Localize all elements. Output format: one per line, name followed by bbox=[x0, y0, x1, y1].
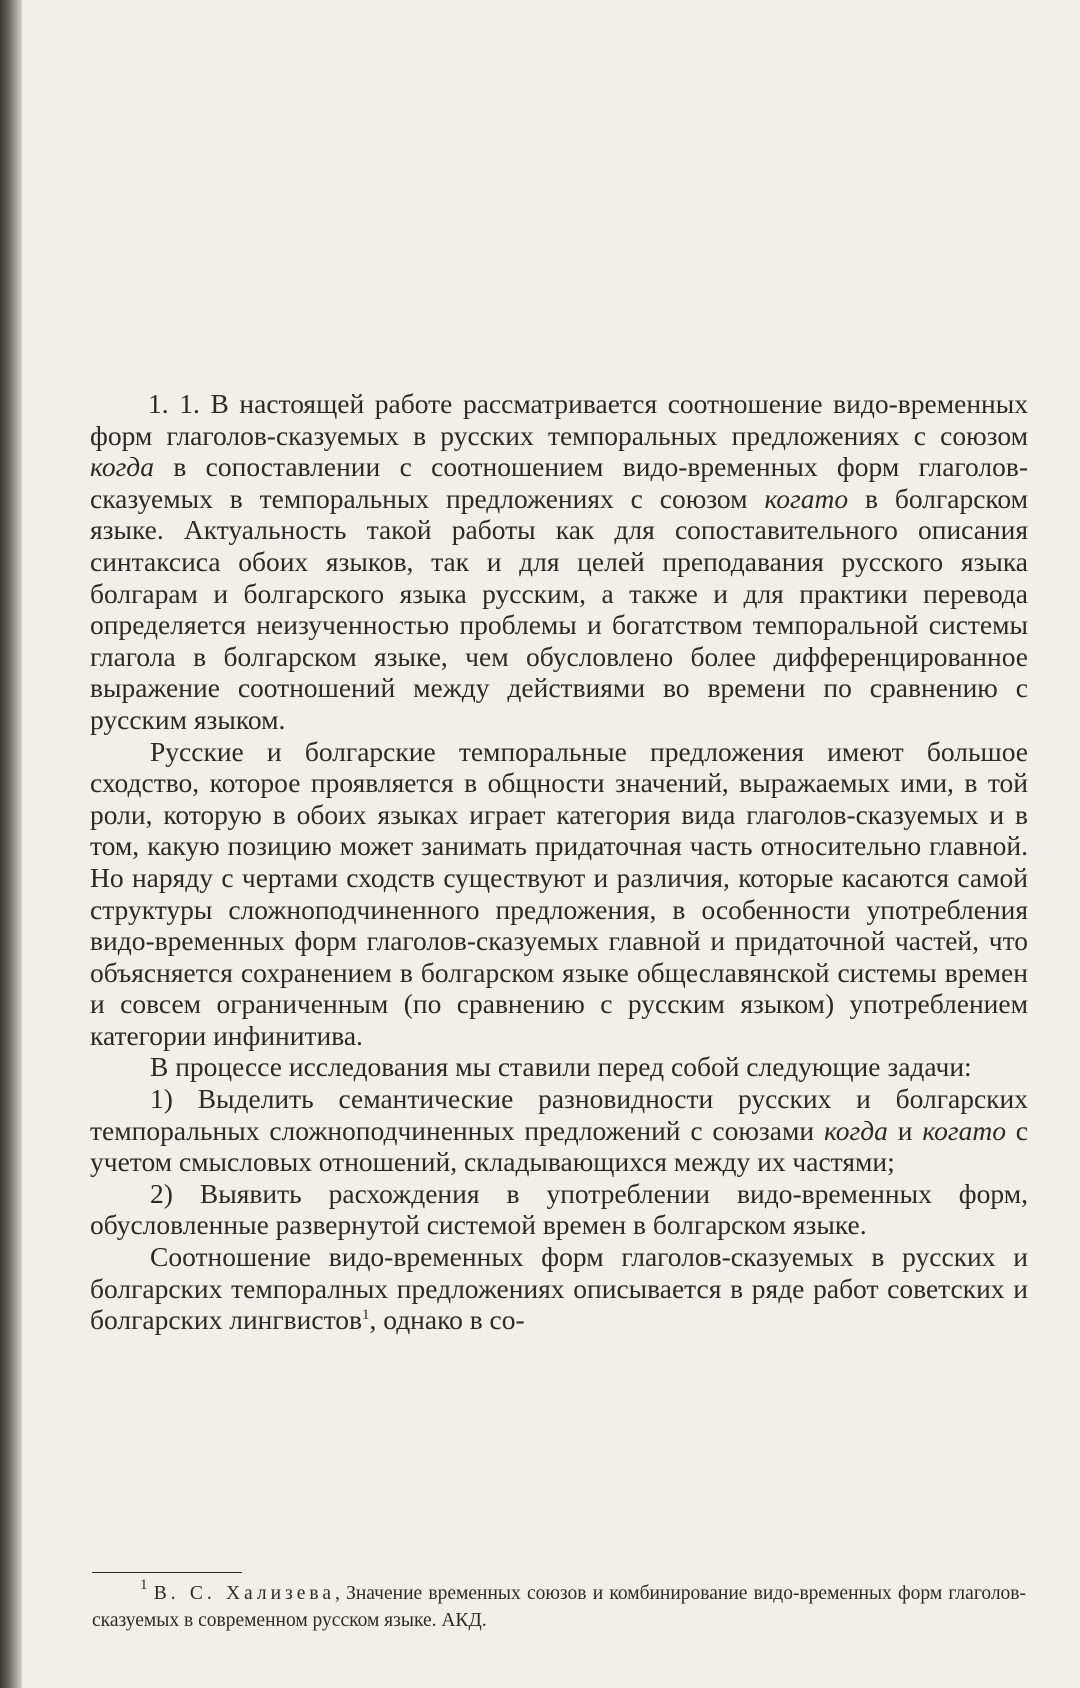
paragraph-1: 1. 1. В настоящей работе рассматривается соотношение видо-временных форм глаголов-сказуемых в русских темпоральных предложениях с союзом когда в сопоставлении с соотношением видо-временных форм глаголов-сказуемых в темпоральных предложениях с союзом когато в болгарском языке. Актуальность такой работы как для сопоставительного описания синтаксиса обоих языков, так и для целей преподавания русского языка болгарам и болгарского языка русским, а также и для практики перевода определяется неизученностью проблемы и богатством темпоральной системы глагола в болгарском языке, чем обусловлено более дифференцированное выражение соотношений между действиями во времени по сравнению с русским языком. bbox=[90, 388, 1028, 735]
paragraph-3: В процессе исследования мы ставили перед собой следующие задачи: bbox=[150, 1051, 972, 1083]
footnote bbox=[92, 1577, 1027, 1634]
footnote-divider bbox=[92, 1572, 242, 1573]
list-item-1: 1) Выделить семантические разновидности русских и болгарских темпоральных сложноподчиненных предложений с союзами когда и когато с учетом смысловых отношений, складывающихся между их частями; bbox=[90, 1083, 1029, 1178]
paragraph-2: Русские и болгарские темпоральные предложения имеют большое сходство, которое проявляется в общности значений, выражаемых ими, в той роли, которую в обоих языках играет категория вида глаголов-сказуемых и в том, какую позицию может занимать придаточная часть относительно главной. Но наряду с чертами сходств существуют и различия, которые касаются самой структуры сложноподчиненного предложения, в особенности употребления видо-временных форм глаголов-сказуемых главной и придаточной частей, что объясняется сохранением в болгарском языке общеславянской системы времен и совсем ограниченным (по сравнению с русским языком) употреблением категории инфинитива. bbox=[90, 735, 1028, 1051]
footnote-text: , Значение временных союзов и комбинирование видо-временных форм глаголов-сказуемых в современном русском языке. АКД. bbox=[92, 1583, 1027, 1631]
footnote-marker: 1 bbox=[140, 1577, 148, 1593]
body-text bbox=[90, 388, 1028, 1336]
page bbox=[22, 0, 1080, 1688]
list-item-2: 2) Выявить расхождения в употреблении видо-временных форм, обусловленные развернутой системой времен в болгарском языке. bbox=[90, 1177, 1028, 1241]
paragraph-4: Соотношение видо-временных форм глаголов-сказуемых в русских и болгарских темпоралных предложениях описывается в ряде работ советских и болгарских лингвистов$^1$, однако в со- bbox=[90, 1241, 1028, 1336]
footnote-author: В. С. Хализева bbox=[153, 1583, 335, 1604]
book-spine-shadow bbox=[0, 0, 22, 1688]
footnote-ref: 1 bbox=[361, 1307, 370, 1324]
